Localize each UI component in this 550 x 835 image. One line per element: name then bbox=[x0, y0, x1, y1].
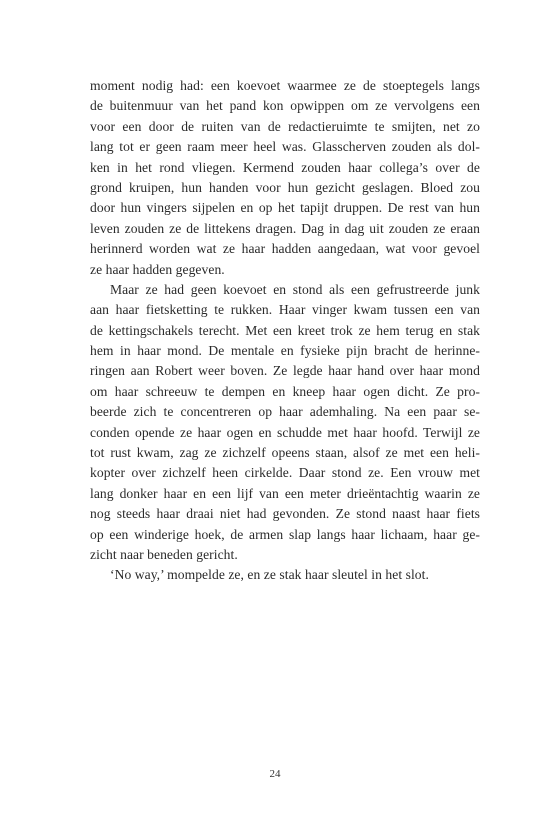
text-line: Maar ze had geen koevoet en stond als een gefrustreerde junk bbox=[110, 281, 480, 297]
text-line: zicht naar beneden gericht. bbox=[90, 546, 238, 562]
text-line: beerde zich te concentreren op haar ademhaling. Na een paar se- bbox=[90, 404, 480, 420]
text-line: de buitenmuur van het pand kon opwippen om ze vervolgens een bbox=[90, 98, 480, 114]
text-line: kopter over zichzelf heen cirkelde. Daar stond ze. Een vrouw met bbox=[90, 465, 480, 481]
text-line: ‘No way,’ mompelde ze, en ze stak haar sleutel in het slot. bbox=[110, 567, 429, 583]
text-line: de kettingschakels terecht. Met een kreet trok ze hem terug en stak bbox=[90, 322, 480, 338]
body-text bbox=[90, 76, 480, 586]
text-line: lang tot er geen raam meer heel was. Glasscherven zouden als dol- bbox=[90, 139, 480, 155]
text-line: op een winderige hoek, de armen slap langs haar lichaam, haar ge- bbox=[90, 526, 480, 542]
text-line: nog steeds haar draai niet had gevonden. Ze stond naast haar fiets bbox=[90, 506, 480, 522]
text-line: moment nodig had: een koevoet waarmee ze de stoeptegels langs bbox=[90, 78, 480, 93]
page-number: 24 bbox=[269, 768, 281, 780]
text-line: ringen aan Robert weer boven. Ze legde haar hand over haar mond bbox=[90, 363, 480, 379]
text-line: door hun vingers sijpelen en op het tapijt druppen. De rest van hun bbox=[90, 200, 480, 216]
text-line: lang donker haar en een lijf van een meter drieëntachtig waarin ze bbox=[90, 485, 480, 501]
text-line: hem in haar mond. De mentale en fysieke pijn bracht de herinne- bbox=[90, 343, 480, 359]
text-line: herinnerd worden wat ze haar hadden aangedaan, wat voor gevoel bbox=[90, 241, 480, 257]
text-line: ze haar hadden gegeven. bbox=[90, 261, 225, 277]
text-line: grond kruipen, hun handen voor hun gezicht geslagen. Bloed zou bbox=[90, 179, 480, 195]
text-line: ken in het rond vliegen. Kermend zouden haar collega’s over de bbox=[90, 159, 480, 175]
text-line: om haar schreeuw te dempen en kneep haar ogen dicht. Ze pro- bbox=[90, 383, 480, 399]
text-line: tot rust kwam, zag ze zichzelf opeens staan, alsof ze met een heli- bbox=[90, 445, 480, 461]
text-line: conden opende ze haar ogen en schudde met haar hoofd. Terwijl ze bbox=[90, 424, 480, 440]
text-line: aan haar fietsketting te rukken. Haar vinger kwam tussen een van bbox=[90, 302, 480, 318]
text-line: leven zouden ze de littekens dragen. Dag in dag uit zouden ze eraan bbox=[90, 220, 480, 236]
text-line: voor een door de ruiten van de redactieruimte te smijten, net zo bbox=[90, 118, 480, 134]
